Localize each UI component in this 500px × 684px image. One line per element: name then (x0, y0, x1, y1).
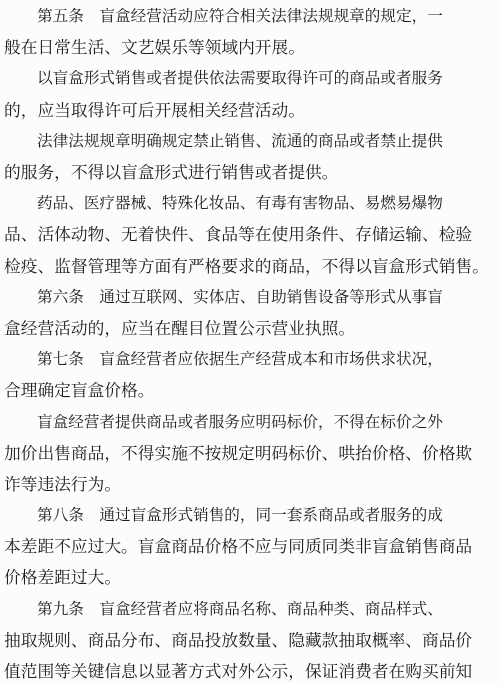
text-line: 以盲盒形式销售或者提供依法需要取得许可的商品或者服务 (37, 69, 443, 88)
text-line: 的，应当取得许可后开展相关经营活动。 (4, 99, 305, 120)
text-line: 盒经营活动的，应当在醒目位置公示营业执照。 (4, 317, 356, 338)
text-line: 本差距不应过大。盲盒商品价格不应与同质同类非盲盒销售商品 (4, 536, 473, 557)
text-line: 合理确定盲盒价格。 (4, 380, 155, 401)
text-line: 第六条 通过互联网、实体店、自助销售设备等形式从事盲 (37, 287, 443, 306)
text-line: 般在日常生活、文艺娱乐等领域内开展。 (4, 37, 305, 58)
text-line: 第五条 盲盒经营活动应符合相关法律法规规章的规定，一 (37, 7, 443, 25)
text-line: 第七条 盲盒经营者应依据生产经营成本和市场供求状况， (37, 350, 443, 369)
text-line: 检疫、监督管理等方面有严格要求的商品，不得以盲盒形式销售。 (4, 255, 489, 276)
text-line: 的服务，不得以盲盒形式进行销售或者提供。 (4, 162, 339, 182)
text-line: 加价出售商品，不得实施不按规定明码标价、哄抬价格、价格欺 (4, 442, 473, 463)
text-line: 药品、医疗器械、特殊化妆品、有毒有害物品、易燃易爆物 (37, 194, 443, 213)
text-line: 盲盒经营者提供商品或者服务应明码标价，不得在标价之外 (37, 412, 443, 431)
text-line: 第九条 盲盒经营者应将商品名称、商品种类、商品样式、 (37, 599, 443, 618)
text-line: 品、活体动物、无着快件、食品等在使用条件、存储运输、检验 (4, 224, 473, 245)
text-line: 价格差距过大。 (4, 567, 122, 588)
text-line: 抽取规则、商品分布、商品投放数量、隐藏款抽取概率、商品价 (4, 629, 473, 650)
text-line: 法律法规规章明确规定禁止销售、流通的商品或者禁止提供 (37, 131, 443, 150)
text-line: 值范围等关键信息以显著方式对外公示，保证消费者在购买前知 (4, 661, 473, 681)
text-line: 诈等违法行为。 (4, 473, 122, 494)
text-line: 第八条 通过盲盒形式销售的，同一套系商品或者服务的成 (37, 506, 443, 524)
